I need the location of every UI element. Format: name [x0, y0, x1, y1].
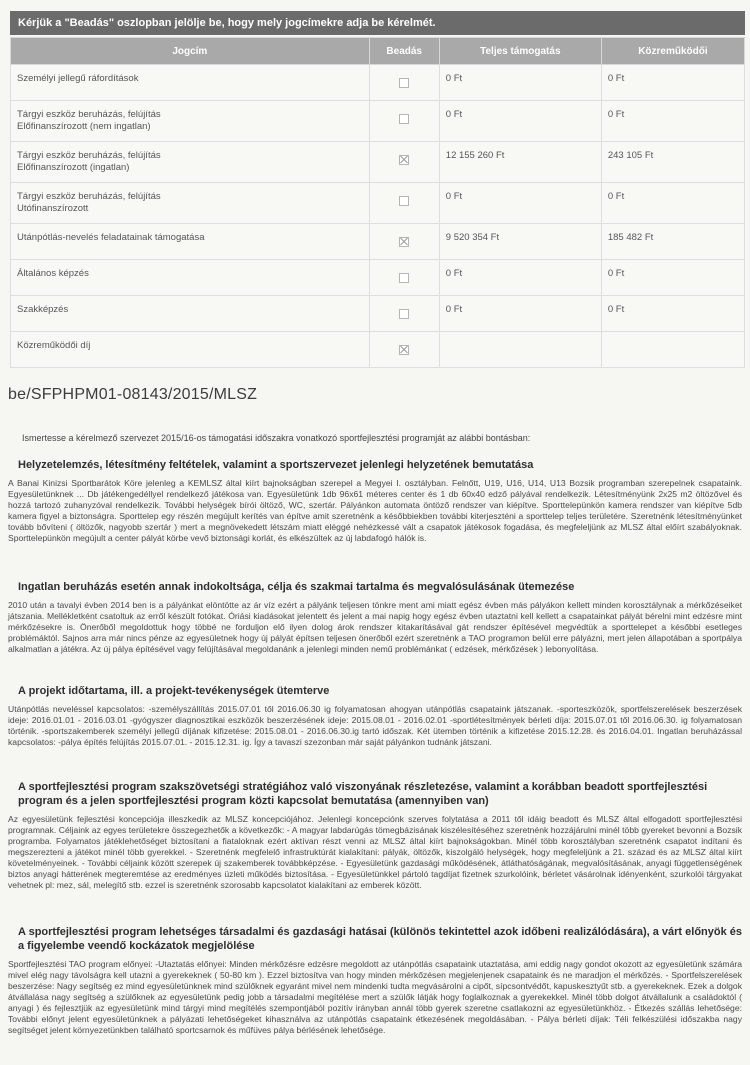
jogcim-line2: Előfinanszírozott (ingatlan)	[17, 162, 130, 173]
teljes-cell: 0 Ft	[439, 101, 601, 142]
kozremukodoi-cell: 0 Ft	[601, 183, 744, 224]
section-idotartam	[8, 684, 742, 748]
jogcim-line1: Közreműködői díj	[17, 340, 91, 351]
teljes-cell: 12 155 260 Ft	[439, 142, 601, 183]
jogcim-line2: Előfinanszírozott (nem ingatlan)	[17, 121, 151, 132]
beadas-cell	[369, 142, 439, 183]
kozremukodoi-cell: 0 Ft	[601, 296, 744, 332]
teljes-cell: 0 Ft	[439, 65, 601, 101]
jogcim-line2: Utófinanszírozott	[17, 203, 89, 214]
section-body: 2010 után a tavalyi évben 2014 ben is a pályánkat elöntötte az ár víz ezért a pályánk teljesen tönkre ment ami miatt egész évben más pályákon kellett minden korosztálynak a mérkőzéseiket játszania. Mellékletként csatoltuk az erről készült fotókat. Óriási kiadásokat jelentett és jelent a mai napig hogy egész évben utaztatni kell kellett a csapatainkat pályát bérelni mint edzésre mint mérkőzésekre is. Önerőből megoldottuk hogy többé ne forduljon elő ilyen dolog árok rendszer kitakarításával gát rendszer építésével megvédtük a sporttelepet a későbbi esetleges problémáktól. Sajnos arra már nincs pénze az egyesületnek hogy új pályát építsen teljesen önerőből ezért szeretnénk a TAO programon belül erre pályázni, mert jelen állapotában a sportpálya alkalmatlan a játékra. Az új pálya építésével vagy felújításával megoldanánk a jelenlegi minden nemű problémánkat ( edzések, mérkőzések ) lebonyolítása.	[8, 600, 742, 654]
beadas-checkbox[interactable]	[399, 345, 409, 355]
table-row	[11, 142, 745, 183]
teljes-cell: 9 520 354 Ft	[439, 224, 601, 260]
table-row	[11, 332, 745, 368]
jogcim-cell	[11, 296, 370, 332]
jogcim-cell	[11, 332, 370, 368]
col-kozremukodoi-header: Közreműködői	[601, 38, 744, 65]
section-title: A sportfejlesztési program lehetséges társadalmi és gazdasági hatásai (különös tekintettel azok időbeni realizálódására), a várt előnyök és a figyelembe veendő kockázatok megjelölése	[18, 926, 743, 952]
beadas-cell	[369, 260, 439, 296]
table-row	[11, 296, 745, 332]
jogcim-line1: Utánpótlás-nevelés feladatainak támogatása	[17, 232, 205, 243]
section-body: Az egyesületünk fejlesztési koncepciója illeszkedik az MLSZ koncepciójához. Jelenlegi koncepciónk szerves folytatása a 2011 től idáig beadott és MLSZ által elfogadott sportfejlesztési programnak. Céljaink az egyes területekre összegezhetők a következők: - A magyar labdarúgás tömegbázisának kiszélesítéséhez szeretnénk hozzájárulni minél több gyereket bevonni a Bozsik programba. Folyamatos játéklehetőséget biztosítani a fiataloknak ezért aktívan részt venni az MLSZ által kiírt bajnokságokban. Minél több korosztályban szeretnénk csapatot indítani és megszerezteni a játékot minél több gyerekkel. - Szeretnénk megfelelő infrastruktúrát kialakítani: pályák, öltözők, kiszolgáló helységek, hogy megfeleljünk a 21. század és az MLSZ által kiírt követelményeinek. - További céljaink között szerepek új szakemberek továbbképzése. - Egyesületünk gazdasági működésének, átláthatóságának, megvalósításának, anyagi függetlenségének biztos anyagi hátterének megteremtése az eredményes üzleti működés biztosítása. - Egyesületünkkel pártoló tagdíjat fizetnek szurkolóink, bérletet vásárolnak idényenként, szurkolói tárgyakat vehetnek pl: mez, sál, melegítő stb. ezzel is szeretnénk szorosabb kapcsolatot kialakítani az emberek között.	[8, 814, 742, 890]
section-title: Ingatlan beruházás esetén annak indokoltsága, célja és szakmai tartalma és megvalósulásának ütemezése	[18, 581, 575, 593]
table-row	[11, 183, 745, 224]
beadas-checkbox[interactable]	[399, 196, 409, 206]
kozremukodoi-cell: 243 105 Ft	[601, 142, 744, 183]
teljes-cell: 0 Ft	[439, 296, 601, 332]
section-title: Helyzetelemzés, létesítmény feltételek, valamint a sportszervezet jelenlegi helyzetének bemutatása	[18, 459, 534, 471]
table-row	[11, 260, 745, 296]
jogcim-line1: Tárgyi eszköz beruházás, felújítás	[17, 150, 161, 161]
kozremukodoi-cell: 185 482 Ft	[601, 224, 744, 260]
section-body: Sportfejlesztési TAO program előnyei: -Utaztatás előnyei: Minden mérkőzésre edzésre megoldott az utánpótlás csapataink utaztatása, ami eddig nagy gondot okozott az egyesületünk számára mivel elég nagy távolságra kell utazni a gyerekeknek ( 50-80 km ). Ezzel biztosítva van hogy minden mérkőzésen megjelenjenek csapataink és ne maradjon el mérkőzés. - Sportfelszerelések beszerzése: Nagy segítség ez mind egyesületünknek mind szülőknek egyaránt mivel nem mindenki tudta megvásárolni a cipőt, sípcsontvédőt, kapuskesztyűt stb. a gyerekeknek. Ezek a dolgok átvállalása nagy segítség a szülőknek az egyesületünk pedig jobb a társadalmi megítélése mert a szülők látják hogy foglalkoznak a gyerekekkel. Minél több dolgot átvállalunk a családoktól ( anyagi ) és fejlesztjük az egyesületünk mind tárgyi mind megítélés szempontjából pozitív irányban annál több gyerek szeretne csatlakozni az egyesületünkhöz. - Étkezés szállás lehetősége: További előnyt jelent egyesületünknek a pályázati lehetőségeket kihasználva az utánpótlás csapataink étkezésének megoldásában. - Pálya bérleti díjak: Téli felkészülési időszakba nagy segítséget jelent környezetünkben található sportcsarnok és műfüves pálya bérlésének lehetősége.	[8, 959, 742, 1035]
intro-text: Ismertesse a kérelmező szervezet 2015/16-os támogatási időszakra vonatkozó sportfejlesztési programját az alábbi bontásban:	[22, 433, 531, 443]
section-title: A sportfejlesztési program szakszövetségi stratégiához való viszonyának részletezése, valamint a korábban beadott sportfejlesztési program és a jelen sportfejlesztési program közti kapcsolat bemutatása (amennyiben van)	[18, 781, 708, 807]
beadas-checkbox[interactable]	[399, 114, 409, 124]
beadas-cell	[369, 332, 439, 368]
beadas-checkbox[interactable]	[399, 237, 409, 247]
beadas-cell	[369, 65, 439, 101]
teljes-cell: 0 Ft	[439, 260, 601, 296]
jogcim-cell	[11, 224, 370, 260]
beadas-cell	[369, 224, 439, 260]
section-strategia	[8, 780, 742, 891]
section-hatasok	[8, 925, 742, 1036]
table-row	[11, 224, 745, 260]
col-teljes-header: Teljes támogatás	[439, 38, 601, 65]
table-row	[11, 65, 745, 101]
beadas-cell	[369, 183, 439, 224]
jogcim-cell	[11, 183, 370, 224]
jogcim-line1: Szakképzés	[17, 304, 69, 315]
section-ingatlan	[8, 580, 742, 655]
reference-number: be/SFPHPM01-08143/2015/MLSZ	[8, 386, 258, 403]
table-row	[11, 101, 745, 142]
kozremukodoi-cell: 0 Ft	[601, 101, 744, 142]
beadas-checkbox[interactable]	[399, 309, 409, 319]
jogcim-line1: Tárgyi eszköz beruházás, felújítás	[17, 191, 161, 202]
kozremukodoi-cell	[601, 332, 744, 368]
jogcim-cell	[11, 101, 370, 142]
instruction-banner: Kérjük a "Beadás" oszlopban jelölje be, hogy mely jogcímekre adja be kérelmét.	[10, 11, 745, 35]
col-jogcim-header: Jogcím	[11, 38, 370, 65]
jogcim-table	[10, 37, 745, 368]
beadas-checkbox[interactable]	[399, 273, 409, 283]
jogcim-cell	[11, 260, 370, 296]
section-body: A Banai Kinizsi Sportbarátok Köre jelenleg a KEMLSZ által kiírt bajnokságban szerepel a Megyei I. osztályban. Felnőtt, U19, U16, U14, U13 Bozsik programban szerepelnek csapataink. Egyesületünknek ... Db játékengedéllyel rendelkező játékosa van. Egyesületünk 1db 96x61 méteres center és 1 db 60x40 edző pályával rendelkezik. Létesítményünk 2x25 m2 öltözővel és hozzá tartozó zuhanyzóval rendelkezik. További helységek bírói öltöző, WC, szertár. Pályánkon automata öntöző rendszer van kiépítve. Sporttelepünkön kamera rendszer van kiépítve 5db kamera figyel a biztonságra. Sporttelep egy részén megújult kerítés van építve amit szeretnénk a későbbiekben további kiterjeszténi a sporttelep teljes területére. Szeretnénk létesítményünket tovább bővíteni ( öltözők, nagyobb szertár ) mert a megnövekedett létszám miatt eléggé nehézkessé vált a csapatok játékosok fogadása, és megfeleljünk az MLSZ által előírt szabályoknak. Sporttelepünkön megújult a center pályát körbe vevő biztonsági korlát, és elkészültek az új labdafogó hálók is.	[8, 478, 742, 543]
jogcim-line1: Általános képzés	[17, 268, 89, 279]
teljes-cell: 0 Ft	[439, 183, 601, 224]
beadas-cell	[369, 296, 439, 332]
teljes-cell	[439, 332, 601, 368]
table-header-row	[11, 38, 745, 65]
beadas-cell	[369, 101, 439, 142]
jogcim-line1: Személyi jellegű ráfordítások	[17, 73, 139, 84]
kozremukodoi-cell: 0 Ft	[601, 65, 744, 101]
jogcim-cell	[11, 142, 370, 183]
section-helyzetelemzes	[8, 458, 742, 544]
beadas-checkbox[interactable]	[399, 155, 409, 165]
col-beadas-header: Beadás	[369, 38, 439, 65]
kozremukodoi-cell: 0 Ft	[601, 260, 744, 296]
beadas-checkbox[interactable]	[399, 78, 409, 88]
jogcim-cell	[11, 65, 370, 101]
section-title: A projekt időtartama, ill. a projekt-tevékenységek ütemterve	[18, 685, 330, 697]
jogcim-line1: Tárgyi eszköz beruházás, felújítás	[17, 109, 161, 120]
section-body: Utánpótlás neveléssel kapcsolatos: -személyszállítás 2015.07.01 től 2016.06.30 ig folyamatosan ahogyan utánpótlás csapataink játszanak. -sporteszközök, sportfelszerelések beszerzések ideje: 2016.01.01 - 2016.03.01 -gyógyszer diagnosztikai eszközök beszerzésének ideje: 2015.08.01 - 2016.02.01 -sportlétesítmények bérleti díja: 2015.07.01 től 2016.06.30. ig folyamatosan történik. -sportszakemberek személyi jellegű díjának kifizetése: 2015.08.01 - 2016.06.30.ig tartó időszak. Két ütemben történik a kifizetése 2015.12.28. és 2016.04.01. Ingatlan beruházással kapcsolatos: -pálya építés felújítás 2015.07.01. - 2015.12.31. ig. Így a tavaszi szezonban már saját pályánkon tudnánk játszani.	[8, 704, 742, 747]
